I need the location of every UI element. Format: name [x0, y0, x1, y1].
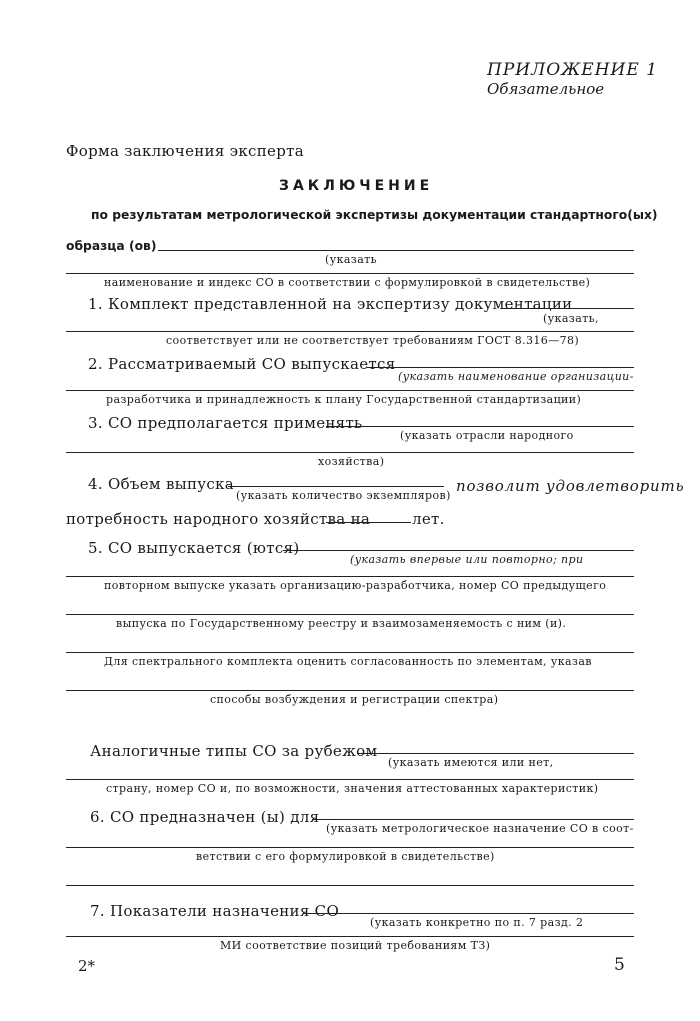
- item4-fill-line: [228, 486, 444, 487]
- analog-fill-line: [357, 753, 634, 754]
- sample-hint-1: (указать: [325, 253, 378, 266]
- item1-hint-2: соответствует или не соответствует требованиям ГОСТ 8.316—78): [166, 334, 580, 347]
- item7-hint-2: МИ соответствие позиций требованиям ТЗ): [220, 939, 491, 952]
- item7-hint-1: (указать конкретно по п. 7 разд. 2: [370, 916, 584, 929]
- item3-fill-line: [326, 426, 634, 427]
- appendix-title: ПРИЛОЖЕНИЕ 1: [487, 60, 659, 80]
- item2-line-2: [66, 390, 634, 391]
- item3-label: 3. СО предполагается применять: [88, 414, 363, 432]
- item6-hint-2: ветствии с его формулировкой в свидетельстве): [196, 850, 495, 863]
- item4-label: 4. Объем выпуска: [88, 475, 234, 493]
- item5-line-2: [66, 576, 634, 577]
- item6-hint-1: (указать метрологическое назначение СО в соот-: [326, 822, 634, 835]
- item3-line-2: [66, 452, 634, 453]
- item7-fill-line: [303, 913, 634, 914]
- item3-hint-2: хозяйства): [318, 455, 385, 468]
- item5-line-3: [66, 614, 634, 615]
- analog-line-2: [66, 779, 634, 780]
- item1-hint-1: (указать,: [543, 312, 599, 325]
- document-heading: ЗАКЛЮЧЕНИЕ: [279, 178, 434, 194]
- item2-fill-line: [367, 367, 634, 368]
- item2-hint-1: (указать наименование организации-: [398, 370, 634, 383]
- item5-hint-4: Для спектрального комплекта оценить согласованность по элементам, указав: [104, 655, 592, 668]
- item6-label: 6. СО предназначен (ы) для: [90, 808, 320, 826]
- item7-label: 7. Показатели назначения СО: [90, 902, 340, 920]
- item2-label: 2. Рассматриваемый СО выпускается: [88, 355, 396, 373]
- appendix-subtitle: Обязательное: [487, 80, 605, 98]
- item5-line-5: [66, 690, 634, 691]
- item5-hint-3: выпуска по Государственному реестру и взаимозаменяемость с ним (и).: [116, 617, 567, 630]
- sample-hint-2: наименование и индекс СО в соответствии с формулировкой в свидетельстве): [104, 276, 591, 289]
- item6-fill-line: [312, 819, 634, 820]
- item4-line2-start: потребность народного хозяйства на: [66, 510, 371, 528]
- subheading-line1: по результатам метрологической экспертизы документации стандартного(ых): [91, 208, 658, 222]
- item4-hint: (указать количество экземпляров): [236, 489, 451, 502]
- form-title: Форма заключения эксперта: [66, 142, 304, 160]
- item5-fill-line: [283, 550, 634, 551]
- item5-line-4: [66, 652, 634, 653]
- signature-mark: 2*: [78, 957, 96, 975]
- subheading-line2: образца (ов): [66, 239, 157, 253]
- item4-years-line: [326, 522, 411, 523]
- item6-line-3: [66, 885, 634, 886]
- item5-hint-2: повторном выпуске указать организацию-разработчика, номер СО предыдущего: [104, 579, 607, 592]
- item5-hint-5: способы возбуждения и регистрации спектра): [210, 693, 499, 706]
- sample-fill-line: [158, 250, 634, 251]
- item5-label: 5. СО выпускается (ются): [88, 539, 300, 557]
- item3-hint-1: (указать отрасли народного: [400, 429, 574, 442]
- item1-fill-line: [502, 308, 634, 309]
- analog-hint-1: (указать имеются или нет,: [388, 756, 554, 769]
- page-number: 5: [614, 955, 625, 975]
- item2-hint-2: разработчика и принадлежность к плану Государственной стандартизации): [106, 393, 582, 406]
- item4-middle-text: позволит удовлетворить: [456, 477, 685, 495]
- item1-line-2: [66, 331, 634, 332]
- analog-hint-2: страну, номер СО и, по возможности, значения аттестованных характеристик): [106, 782, 599, 795]
- item7-line-2: [66, 936, 634, 937]
- item1-label: 1. Комплект представленной на экспертизу документации: [88, 295, 573, 313]
- item6-line-2: [66, 847, 634, 848]
- item5-hint-1: (указать впервые или повторно; при: [350, 553, 584, 566]
- analog-label: Аналогичные типы СО за рубежом: [90, 742, 378, 760]
- item4-line2-end: лет.: [412, 510, 445, 528]
- sample-line-2: [66, 273, 634, 274]
